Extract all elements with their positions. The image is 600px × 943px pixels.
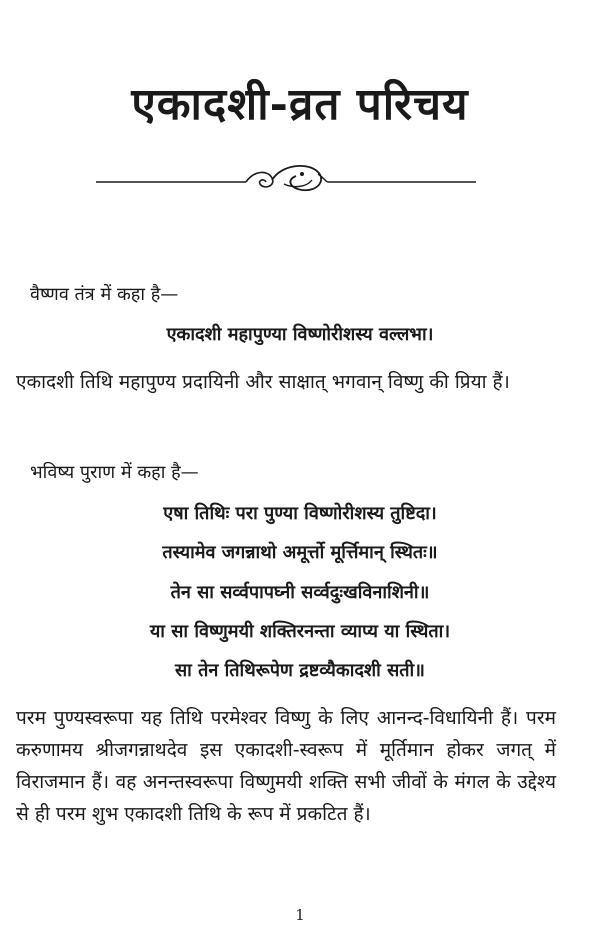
paragraph: एकादशी तिथि महापुण्य प्रदायिनी और साक्षात् भगवान् विष्णु की प्रिया हैं।: [16, 371, 510, 393]
verse-line: या सा विष्णुमयी शक्तिरनन्ता व्याप्य या स्थिता।: [149, 621, 451, 642]
decorative-divider: [96, 158, 476, 202]
verse-line: सा तेन तिथिरूपेण द्रष्टव्यैकादशी सती॥: [175, 660, 425, 681]
verse-line: तस्यामेव जगन्नाथो अमूर्त्तो मूर्त्तिमान् स्थितः॥: [162, 542, 438, 563]
verse-line: एकादशी महापुण्या विष्णोरीशस्य वल्लभा।: [166, 324, 434, 345]
section-intro: वैष्णव तंत्र में कहा है—: [30, 284, 179, 305]
page-title: एकादशी-व्रत परिचय: [131, 79, 469, 130]
verse-line: एषा तिथिः परा पुण्या विष्णोरीशस्य तुष्टिदा।: [163, 503, 437, 524]
section-intro: भविष्य पुराण में कहा है—: [30, 462, 199, 483]
page-number: 1: [295, 906, 305, 924]
paragraph: परम पुण्यस्वरूपा यह तिथि परमेश्वर विष्णु के लिए आनन्द-विधायिनी हैं। परम करुणामय श्रीजगन्नाथदेव इस एकादशी-स्वरूप में मूर्तिमान होकर जगत् में विराजमान हैं। वह अनन्तस्वरूपा विष्णुमयी शक्ति सभी जीवों के मंगल के उद्देश्य से ही परम शुभ एकादशी तिथि के रूप में प्रकटित हैं।: [16, 707, 556, 825]
verse-line: तेन सा सर्व्वपापघ्नी सर्व्वदुःखविनाशिनी॥: [170, 582, 430, 603]
